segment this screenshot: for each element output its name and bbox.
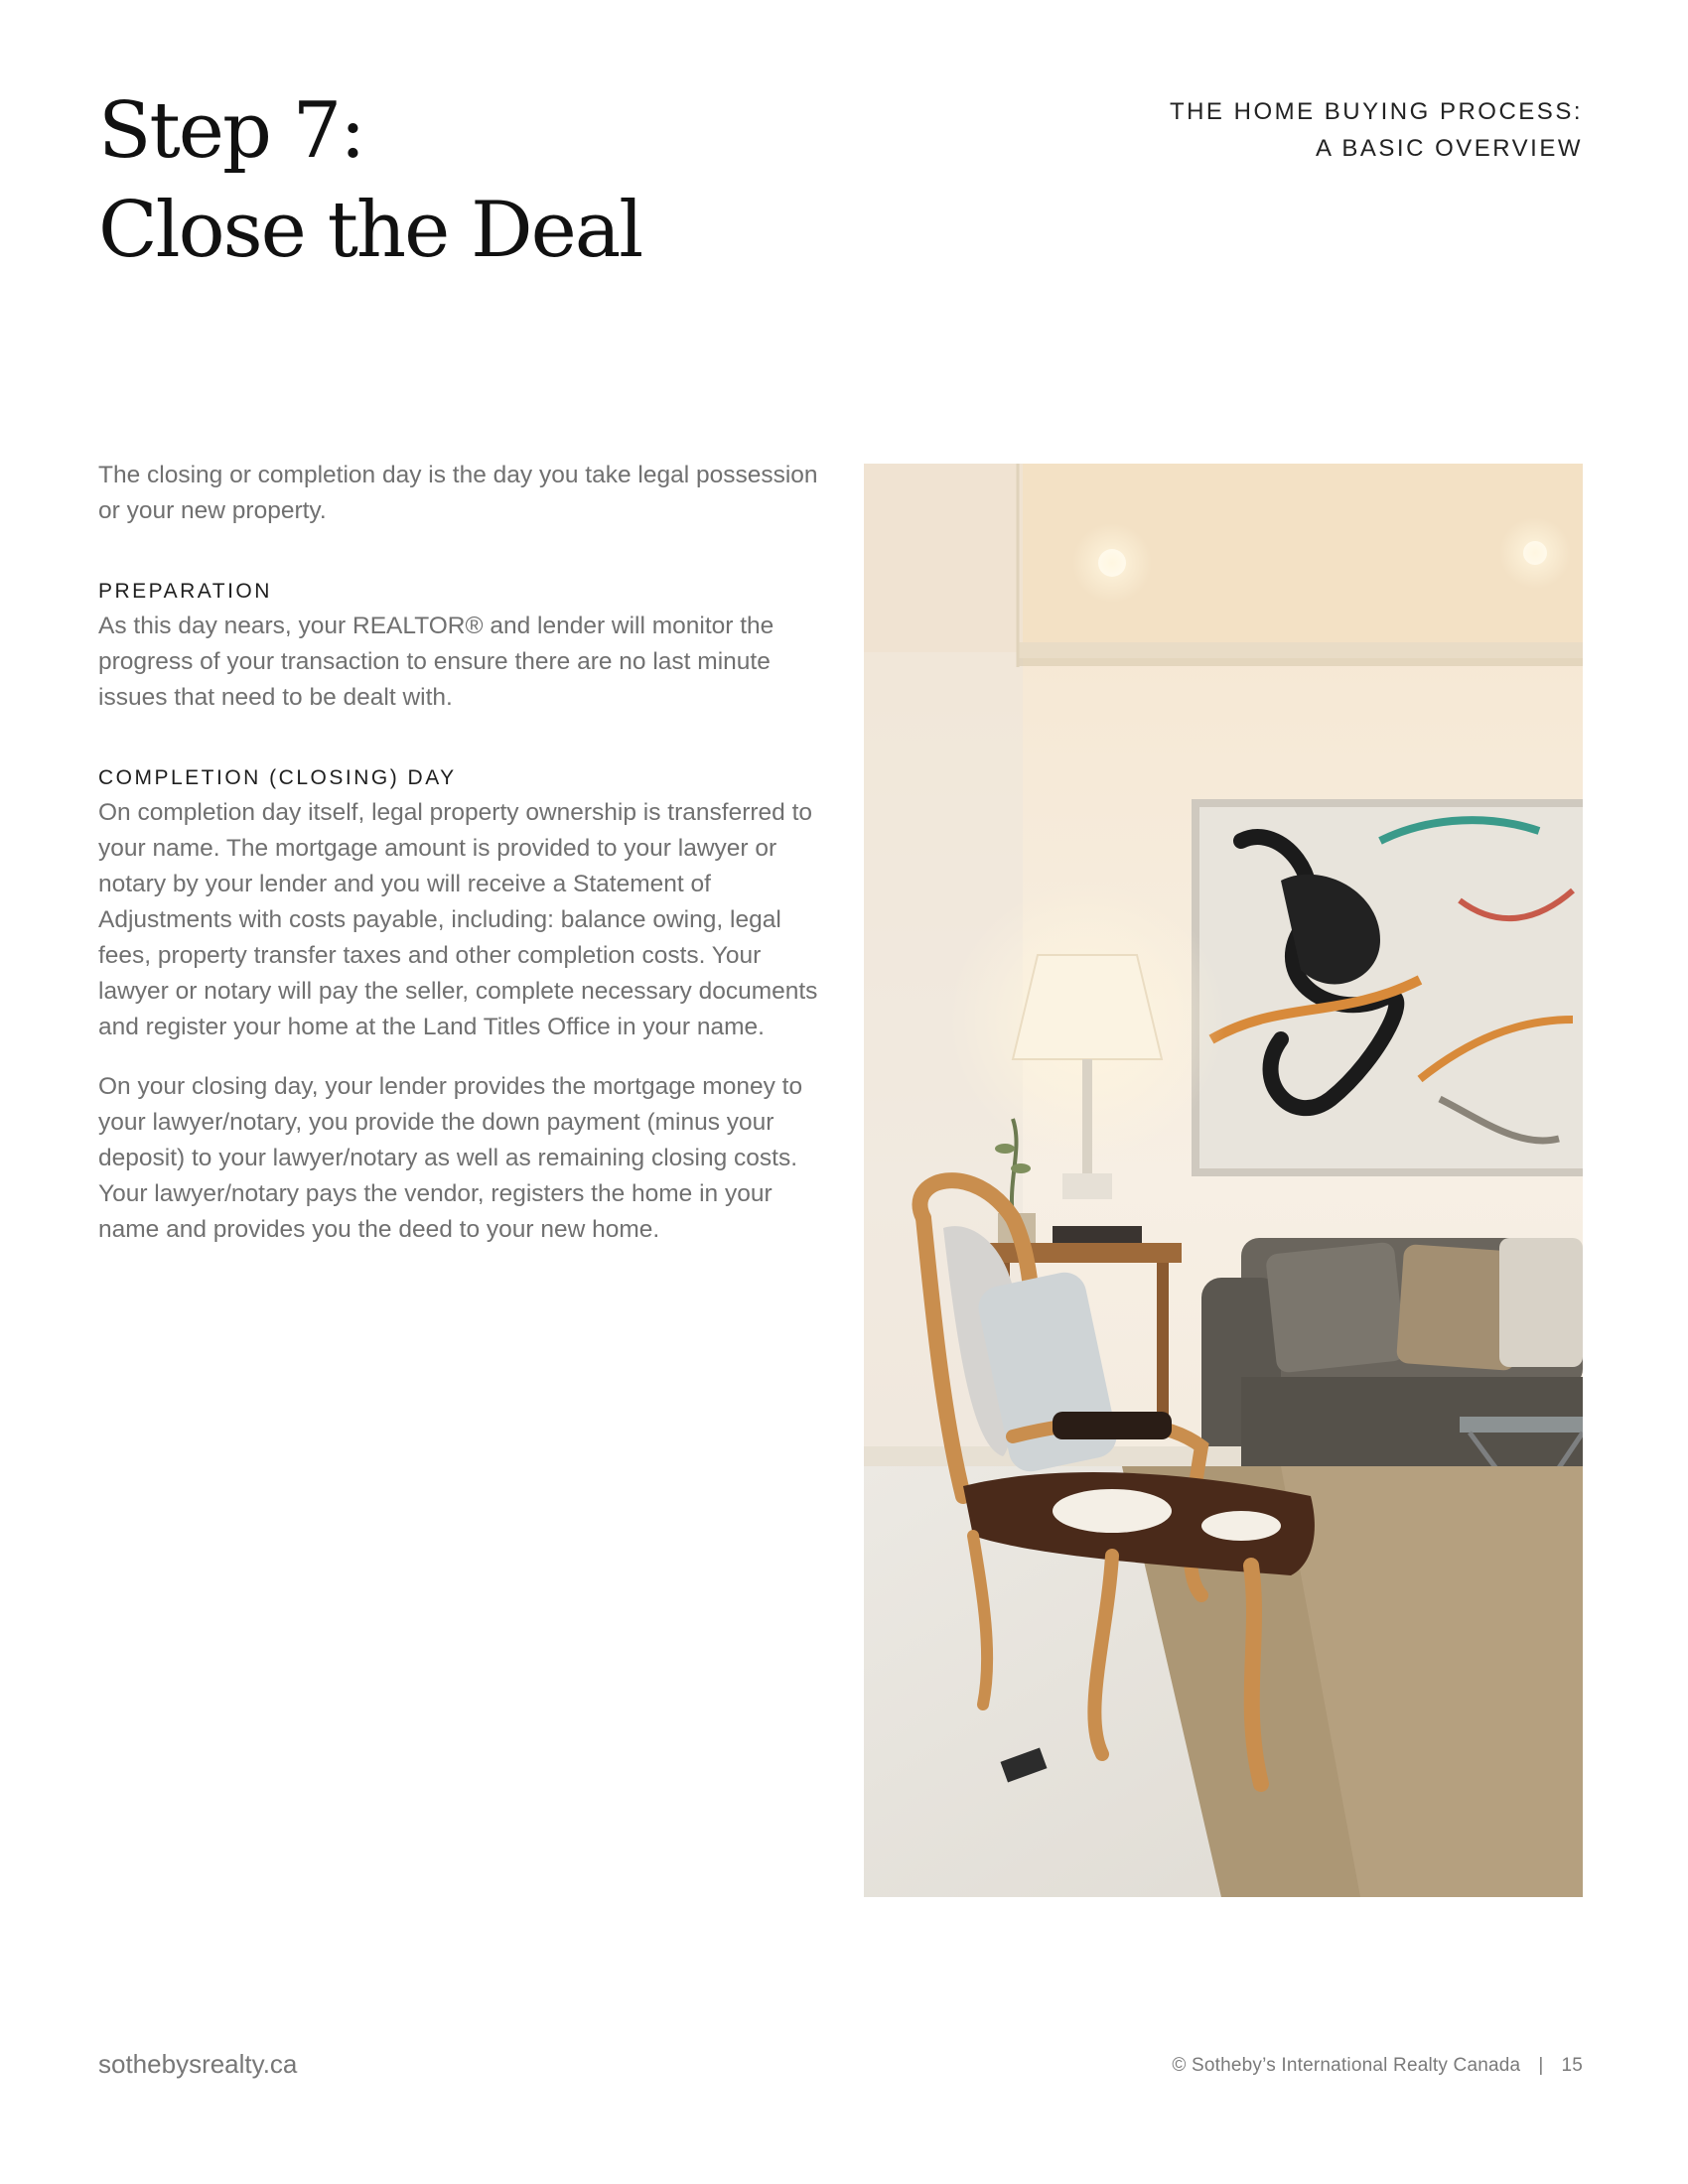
cowhide-white-patch-2 (1201, 1511, 1281, 1541)
lamp-base (1062, 1173, 1112, 1199)
intro-paragraph: The closing or completion day is the day you take legal possession or your new property. (98, 462, 818, 524)
running-head-line-2: A BASIC OVERVIEW (1316, 135, 1583, 162)
footer-website[interactable]: sothebysrealty.ca (98, 2049, 298, 2079)
side-table-top (983, 1243, 1182, 1263)
side-table-leg-right (1157, 1263, 1169, 1432)
section-heading-preparation: PREPARATION (98, 580, 272, 603)
living-room-photo (864, 464, 1583, 1897)
lamp-shade (1013, 955, 1162, 1059)
page-title (98, 81, 793, 280)
ceiling-light-right-glow (1499, 517, 1571, 589)
preparation-paragraph: As this day nears, your REALTOR® and lender will monitor the progress of your transaction to ensure there are no last minute issues that need to be dealt with. (98, 613, 774, 711)
pillow-grey (1265, 1242, 1406, 1374)
running-head (987, 93, 1583, 167)
completion-paragraph-2: On your closing day, your lender provides the mortgage money to your lawyer/notary, you provide the down payment (minus your deposit) to your lawyer/notary as well as remaining closing costs. Your lawyer/notary pays the vendor, registers the home in your name and provides you the deed to your new home. (98, 1073, 803, 1243)
crown-molding (1018, 642, 1583, 658)
plant-leaf-2 (1011, 1163, 1031, 1173)
running-head-line-1: THE HOME BUYING PROCESS: (1169, 98, 1583, 125)
crown-molding-detail (1018, 658, 1583, 666)
cowhide-white-patch-1 (1053, 1489, 1172, 1533)
page-number: 15 (1561, 2055, 1583, 2076)
section-preparation (98, 575, 823, 716)
pillow-striped (1499, 1238, 1583, 1367)
lamp-stem (1082, 1059, 1092, 1178)
section-heading-completion-day: COMPLETION (CLOSING) DAY (98, 766, 457, 789)
footer-credits (1172, 2055, 1583, 2077)
living-room-illustration (864, 464, 1583, 1897)
footer-copyright: © Sotheby’s International Realty Canada (1172, 2055, 1521, 2076)
title-line-close-the-deal: Close the Deal (98, 186, 642, 275)
books-on-table (1053, 1226, 1142, 1243)
footer-separator: | (1538, 2055, 1544, 2076)
completion-paragraph-1: On completion day itself, legal property ownership is transferred to your name. The mortgage amount is provided to your lawyer or notary by your lender and you will receive a Statement of Adjustments with costs payable, including: balance owing, legal fees, property transfer taxes and other completion costs. Your lawyer or notary will pay the seller, complete necessary documents and register your home at the Land Titles Office in your name. (98, 799, 818, 1040)
arm-pad (1053, 1412, 1172, 1439)
chair-front-leg (1251, 1566, 1261, 1784)
body-text-column (98, 458, 823, 1294)
title-line-step: Step 7: (98, 86, 364, 176)
ceiling-light-left-glow (1072, 523, 1152, 603)
plant-leaf-1 (995, 1144, 1015, 1154)
glass-table-top (1460, 1417, 1583, 1433)
section-completion-day (98, 761, 823, 1248)
